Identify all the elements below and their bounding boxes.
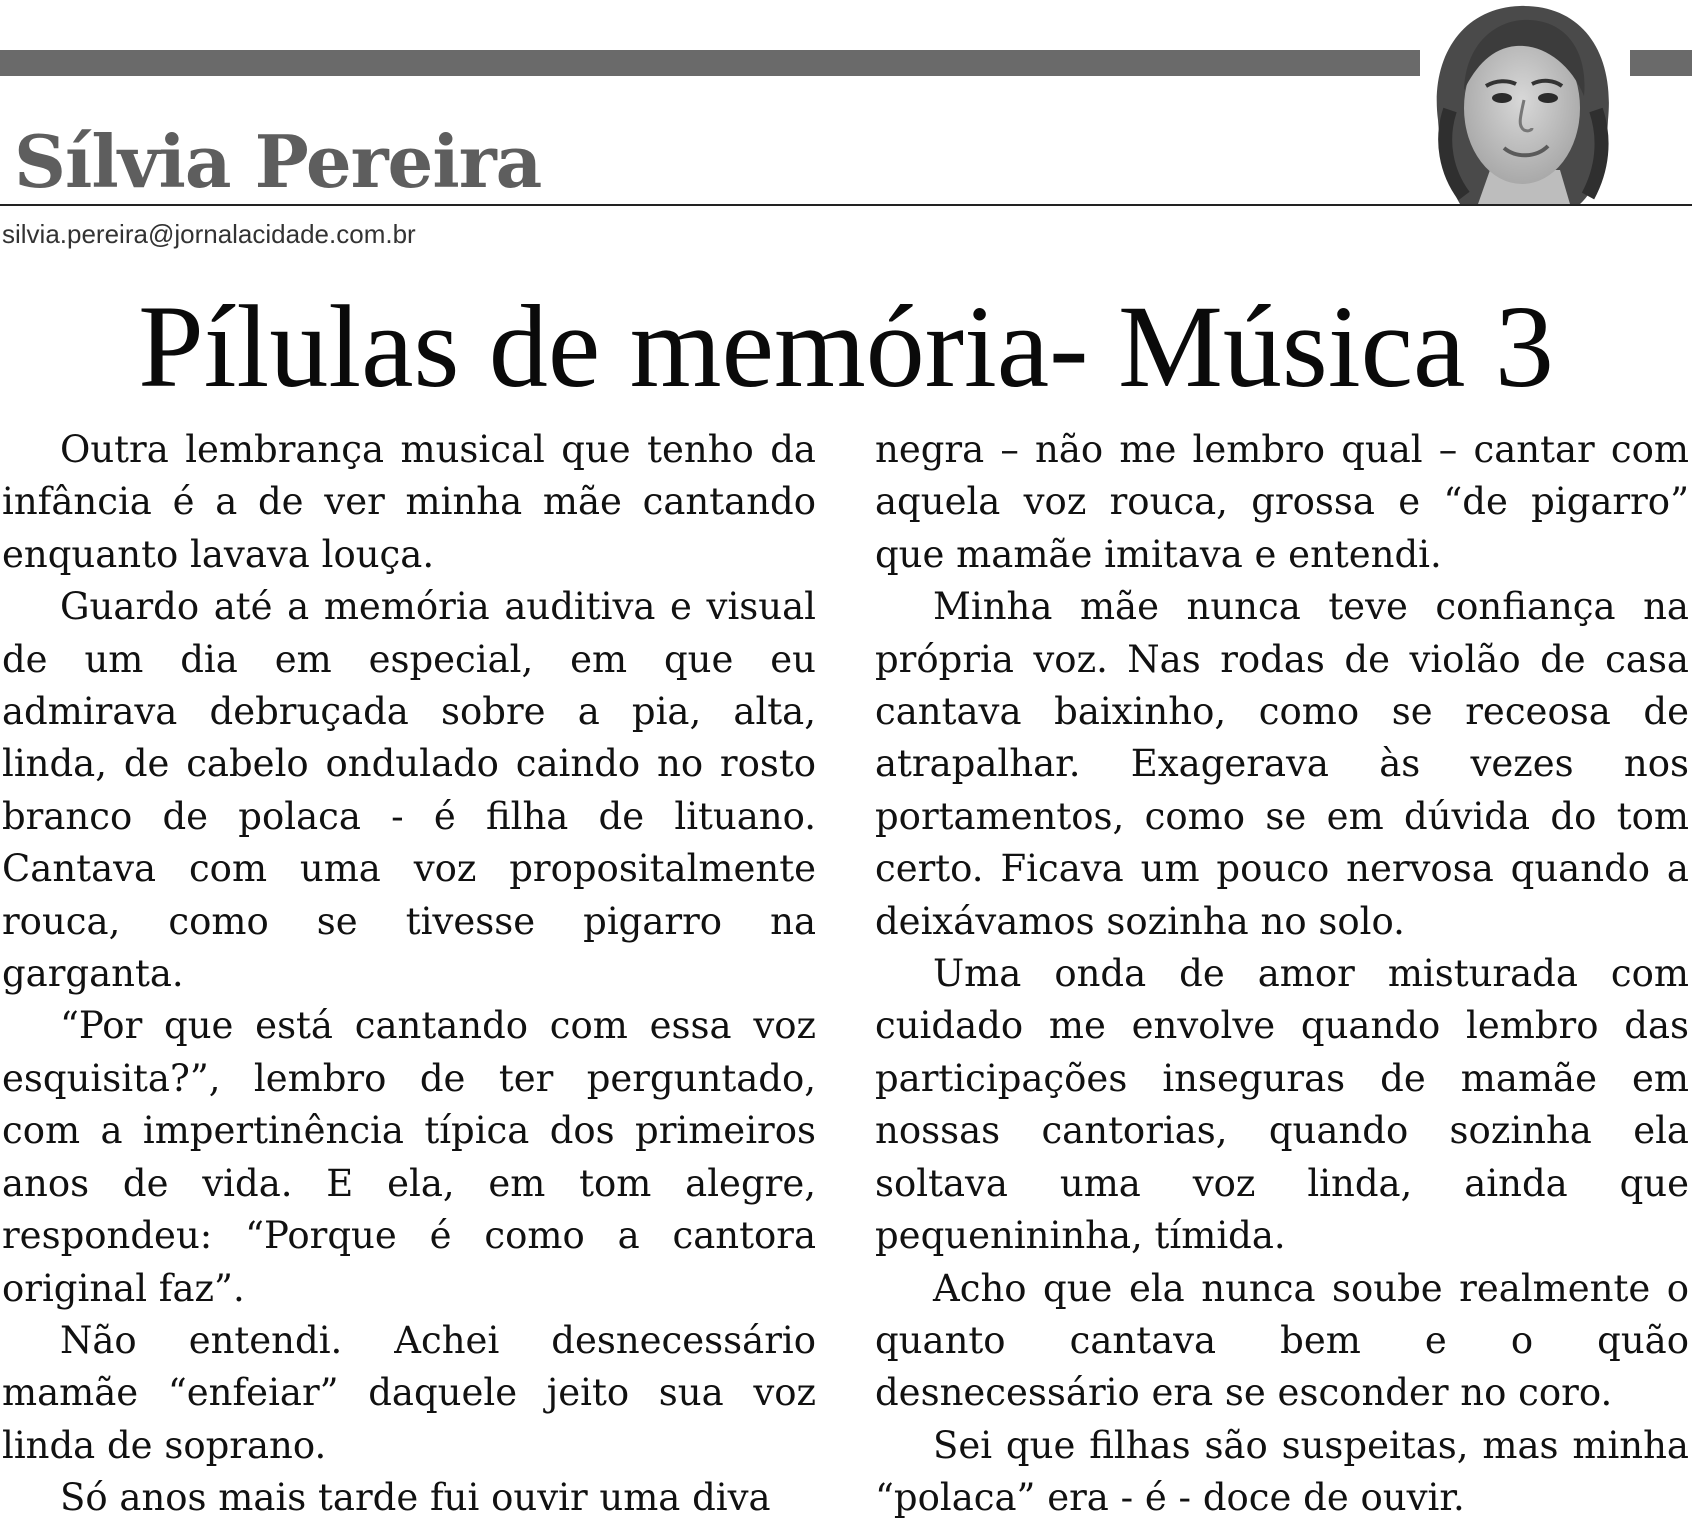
columnist-email: silvia.pereira@jornalacidade.com.br [2, 219, 416, 249]
article-column-right [875, 424, 1689, 1525]
paragraph: Minha mãe nunca teve confiança na própria voz. Nas rodas de violão de casa cantava baixinho, como se receosa de atrapalhar. Exagerava às vezes nos portamentos, como se em dúvida do tom certo. Ficava um pouco nervosa quando a deixávamos sozinha no solo. [875, 585, 1689, 943]
paragraph: Outra lembrança musical que tenho da infância é a de ver minha mãe cantando enquanto lavava louça. [2, 428, 816, 576]
columnist-photo [1420, 0, 1630, 204]
paragraph: Só anos mais tarde fui ouvir uma diva [60, 1476, 771, 1520]
columnist-name: Sílvia Pereira [14, 119, 542, 204]
portrait-illustration [1420, 0, 1630, 204]
paragraph: “Por que está cantando com essa voz esquisita?”, lembro de ter perguntado, com a impertinência típica dos primeiros anos de vida. E ela, em tom alegre, respondeu: “Porque é como a cantora original faz”. [2, 1004, 816, 1310]
paragraph: Acho que ela nunca soube realmente o quanto cantava bem e o quão desnecessário era se esconder no coro. [875, 1266, 1689, 1415]
article-title: Pílulas de memória- Música 3 [138, 281, 1554, 412]
columnist-rule [0, 204, 1692, 206]
article-column-left [2, 424, 816, 1525]
paragraph: Uma onda de amor misturada com cuidado me envolve quando lembro das participações inseguras de mamãe em nossas cantorias, quando sozinha ela soltava uma voz linda, ainda que pequenininha, tímida. [875, 952, 1689, 1258]
paragraph: Sei que filhas são suspeitas, mas minha “polaca” era - é - doce de ouvir. [875, 1423, 1689, 1520]
paragraph: Guardo até a memória auditiva e visual de um dia em especial, em que eu admirava debruçada sobre a pia, alta, linda, de cabelo ondulado caindo no rosto branco de polaca - é filha de lituano. Cantava com uma voz propositalmente rouca, como se tivesse pigarro na garganta. [2, 585, 816, 996]
paragraph: Não entendi. Achei desnecessário mamãe “enfeiar” daquele jeito sua voz linda de soprano. [2, 1318, 816, 1467]
paragraph-continuation: negra – não me lembro qual – cantar com aquela voz rouca, grossa e “de pigarro” que mamãe imitava e entendi. [875, 428, 1689, 576]
